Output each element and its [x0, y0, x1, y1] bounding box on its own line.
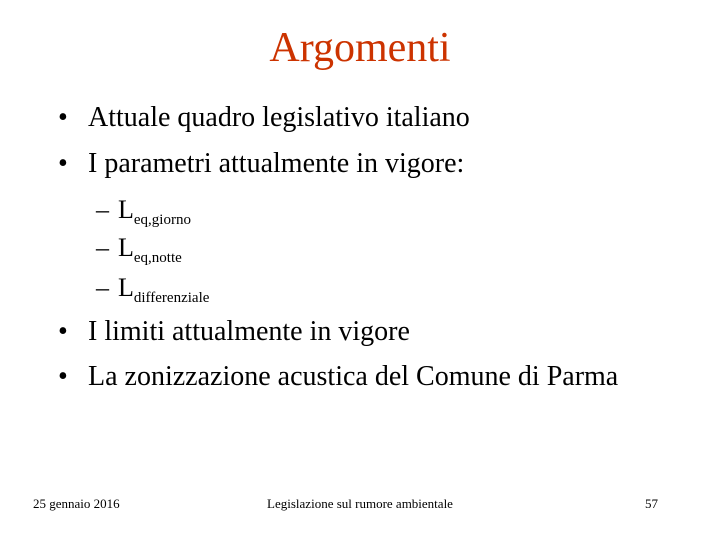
sub-item-base: L [118, 233, 134, 262]
footer-date: 25 gennaio 2016 [33, 496, 120, 511]
bullet-text: La zonizzazione acustica del Comune di Parma [88, 361, 619, 392]
sub-item [96, 273, 210, 306]
bullet-item [58, 360, 658, 394]
slide-title: Argomenti [269, 25, 451, 71]
bullet-glyph: • [58, 148, 68, 179]
sub-item-subscript: eq,notte [133, 250, 182, 266]
bullet-glyph: • [58, 316, 68, 347]
bullet-text: Attuale quadro legislativo italiano [88, 102, 470, 133]
bullet-glyph: • [58, 102, 68, 133]
dash-glyph: – [96, 273, 109, 302]
bullet-item [58, 315, 410, 349]
bullet-glyph: • [58, 361, 68, 392]
footer-title: Legislazione sul rumore ambientale [267, 496, 453, 511]
page-number: 57 [645, 496, 658, 511]
bullet-item [58, 101, 470, 135]
sub-item-base: L [118, 195, 134, 224]
dash-glyph: – [96, 233, 109, 262]
bullet-item [58, 147, 464, 181]
bullet-text: I limiti attualmente in vigore [88, 316, 410, 347]
sub-item [96, 233, 182, 266]
sub-item-subscript: differenziale [133, 290, 210, 306]
sub-item-subscript: eq,giorno [133, 212, 191, 228]
sub-item-base: L [118, 273, 134, 302]
bullet-text: I parametri attualmente in vigore: [88, 148, 465, 179]
sub-item [96, 195, 191, 228]
dash-glyph: – [96, 195, 109, 224]
